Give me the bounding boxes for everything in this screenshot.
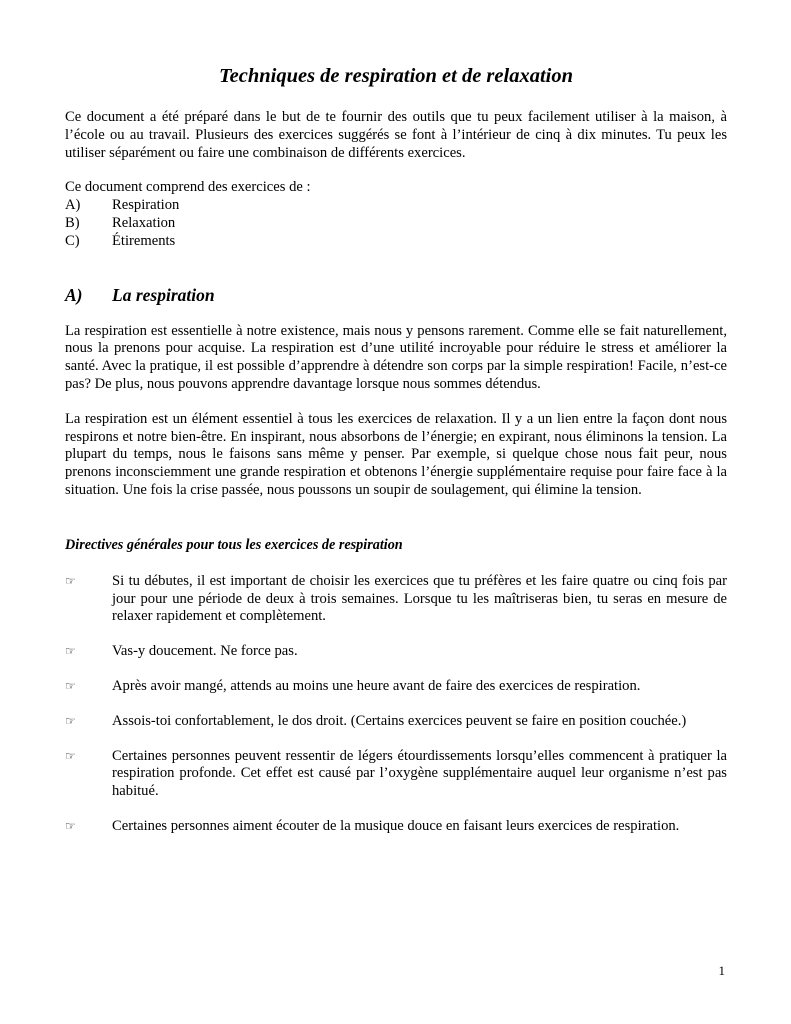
guidelines-list [65,573,727,836]
contents-item-letter: A) [65,197,81,214]
pointing-hand-icon: ☞ [65,573,76,588]
pointing-hand-icon: ☞ [65,713,76,728]
page-number: 1 [718,963,725,978]
pointing-hand-icon: ☞ [65,748,76,763]
contents-item-label: Relaxation [112,214,176,231]
contents-item-label: Étirements [112,232,176,249]
contents-item [65,215,727,233]
contents-intro: Ce document comprend des exercices de : [65,179,311,196]
body-paragraph: La respiration est un élément essentiel à tous les exercices de relaxation. Il y a un lien entre la façon dont nous respirons et notre bien-être. En inspirant, nous absorbons de l’énergie; en expirant, nous éliminons la tension. La plupart du temps, nous le faisons sans même y penser. Par exemple, si quelque chose nous fait peur, nous prenons inconsciemment une grande respiration et obtenons l’énergie supplémentaire requise pour faire face à la situation. Une fois la crise passée, nous poussons un soupir de soulagement, qui élimine la tension. [65,410,727,498]
guidelines-heading: Directives générales pour tous les exercices de respiration [65,536,403,553]
section-title: La respiration [112,284,215,305]
list-item-text: Certaines personnes aiment écouter de la musique douce en faisant leurs exercices de respiration. [112,817,680,834]
list-item [65,713,727,731]
pointing-hand-icon: ☞ [65,818,76,833]
contents-item-label: Respiration [112,197,180,214]
pointing-hand-icon: ☞ [65,678,76,693]
list-item [65,643,727,661]
list-item [65,573,727,626]
list-item-text: Assois-toi confortablement, le dos droit. (Certains exercices peuvent se faire en position couchée.) [112,712,687,729]
list-item [65,678,727,696]
contents-item [65,233,727,251]
body-paragraph: La respiration est essentielle à notre existence, mais nous y pensons rarement. Comme elle se fait naturellement, nous la prenons pour acquise. La respiration est d’une utilité incroyable pour réduire le stress et améliorer la santé. Avec la pratique, il est possible d’apprendre à détendre son corps par la simple respiration! Facile, n’est-ce pas? De plus, nous pouvons apprendre davantage lorsque nous sommes détendus. [65,322,727,392]
list-item [65,748,727,801]
list-item-text: Certaines personnes peuvent ressentir de légers étourdissements lorsqu’elles commencent à pratiquer la respiration profonde. Cet effet est causé par l’oxygène supplémentaire auquel leur organisme n’est pas habitué. [112,747,727,800]
contents-item-letter: B) [65,214,80,231]
contents-item-letter: C) [65,232,80,249]
list-item-text: Si tu débutes, il est important de choisir les exercices que tu préfères et les faire quatre ou cinq fois par jour pour une période de deux à trois semaines. Lorsque tu les maîtriseras bien, tu seras en mesure de relaxer rapidement et complètement. [112,572,727,625]
list-item [65,818,727,836]
pointing-hand-icon: ☞ [65,644,76,659]
list-item-text: Vas-y doucement. Ne force pas. [112,643,298,660]
intro-paragraph: Ce document a été préparé dans le but de te fournir des outils que tu peux facilement utiliser à la maison, à l’école ou au travail. Plusieurs des exercices suggérés se font à l’intérieur de cinq à dix minutes. Tu peux les utiliser séparément ou faire une combinaison de différents exercices. [65,109,727,161]
list-item-text: Après avoir mangé, attends au moins une heure avant de faire des exercices de respiration. [112,677,641,694]
section-letter: A) [65,284,83,305]
contents-list [65,197,727,250]
section-heading [65,284,727,306]
document-title: Techniques de respiration et de relaxation [218,65,573,87]
contents-item [65,197,727,215]
